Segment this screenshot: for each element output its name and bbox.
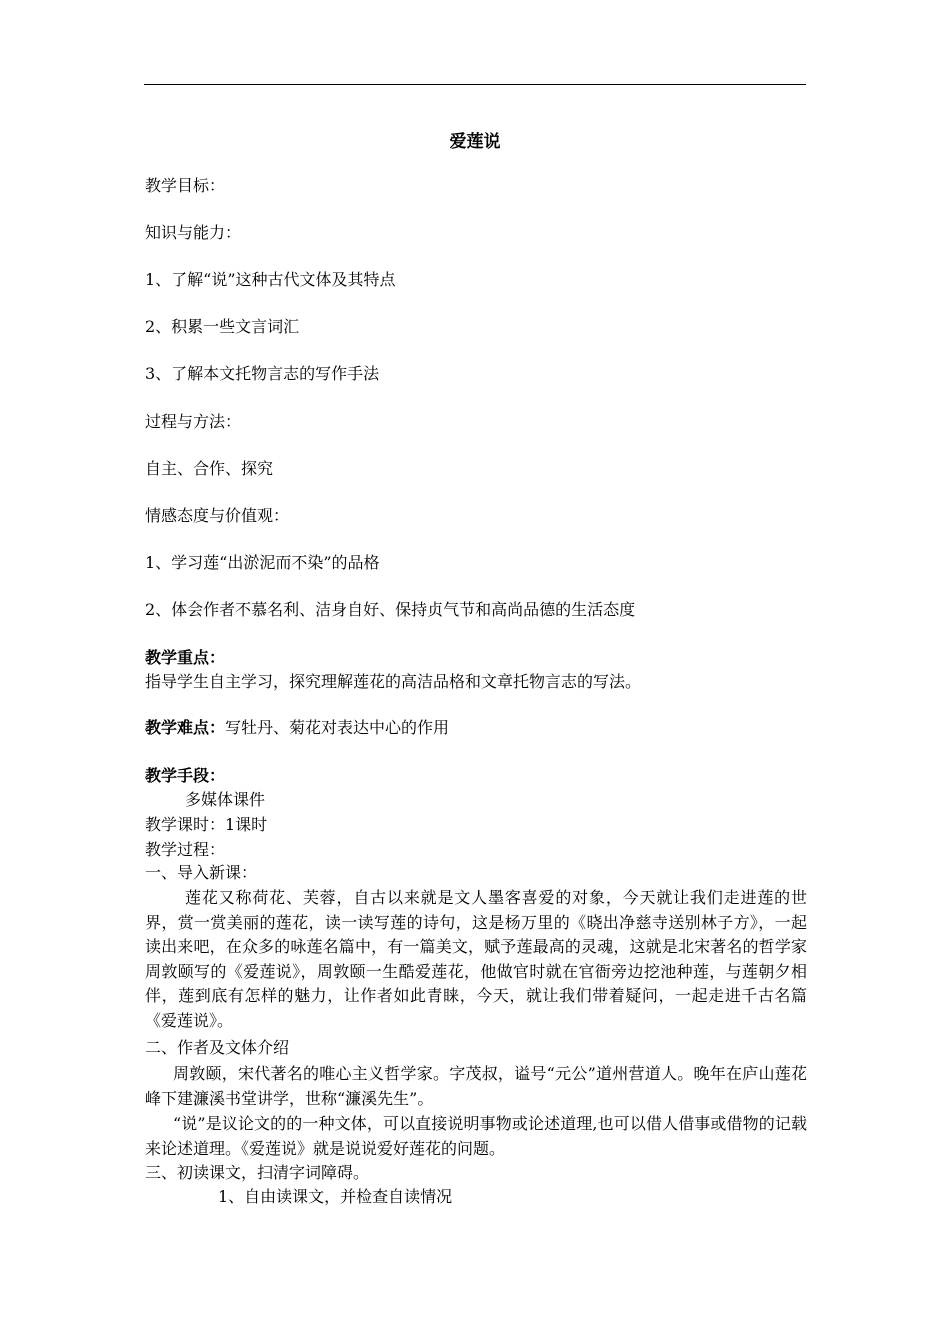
emotion-item: 2、体会作者不慕名利、洁身自好、保持贞气节和高尚品德的生活态度: [145, 600, 636, 619]
means-label: 教学手段：: [145, 766, 226, 785]
header-rule: [144, 84, 806, 85]
section1-heading: 一、导入新课：: [145, 863, 258, 882]
section2-heading: 二、作者及文体介绍: [145, 1038, 290, 1057]
section3-item: 1、自由读课文，并检查自读情况: [218, 1187, 453, 1206]
hours-text: 教学课时：1课时: [145, 815, 268, 834]
key-points-text: 指导学生自主学习，探究理解莲花的高洁品格和文章托物言志的写法。: [145, 672, 642, 691]
section2-paragraph: 周敦颐，宋代著名的唯心主义哲学家。字茂叔，谥号“元公”道州营道人。晚年在庐山莲花峰下建濂溪书堂讲学，世称“濂溪先生”。: [145, 1064, 807, 1108]
process-text: 自主、合作、探究: [145, 459, 274, 478]
objectives-heading: 教学目标：: [145, 176, 226, 195]
knowledge-item: 2、积累一些文言词汇: [145, 317, 300, 336]
document-title: 爱莲说: [449, 132, 501, 152]
emotion-item: 1、学习莲“出淤泥而不染”的品格: [145, 553, 380, 572]
process-heading: 过程与方法：: [145, 412, 242, 431]
knowledge-item: 1、了解“说”这种古代文体及其特点: [145, 270, 396, 289]
section3-heading: 三、初读课文，扫清字词障碍。: [145, 1163, 370, 1182]
difficulty-label: 教学难点：: [145, 718, 226, 737]
process-steps-heading: 教学过程：: [145, 840, 226, 859]
emotion-heading: 情感态度与价值观：: [145, 506, 290, 525]
difficulty-line: [145, 717, 449, 739]
difficulty-text: 写牡丹、菊花对表达中心的作用: [225, 718, 450, 737]
section1-paragraph: 莲花又称荷花、芙蓉，自古以来就是文人墨客喜爱的对象，今天就让我们走进莲的世界，赏一赏美丽的莲花，读一读写莲的诗句，这是杨万里的《晓出净慈寺送别林子方》，一起读出来吧，在众多的咏莲名篇中，有一篇美文，赋予莲最高的灵魂，这就是北宋著名的哲学家周敦颐写的《爱莲说》，周敦颐一生酷爱莲花，他做官时就在官衙旁边挖池种莲，与莲朝夕相伴，莲到底有怎样的魅力，让作者如此青睐，今天，就让我们带着疑问，一起走进千古名篇《爱莲说》。: [145, 888, 807, 1030]
means-text: 多媒体课件: [185, 790, 266, 809]
key-points-label: 教学重点：: [145, 648, 226, 667]
section2-paragraph: “说”是议论文的的一种文体，可以直接说明事物或论述道理,也可以借人借事或借物的记载来论述道理。《爱莲说》就是说说爱好莲花的问题。: [145, 1114, 807, 1158]
knowledge-heading: 知识与能力：: [145, 223, 242, 242]
knowledge-item: 3、了解本文托物言志的写作手法: [145, 364, 380, 383]
